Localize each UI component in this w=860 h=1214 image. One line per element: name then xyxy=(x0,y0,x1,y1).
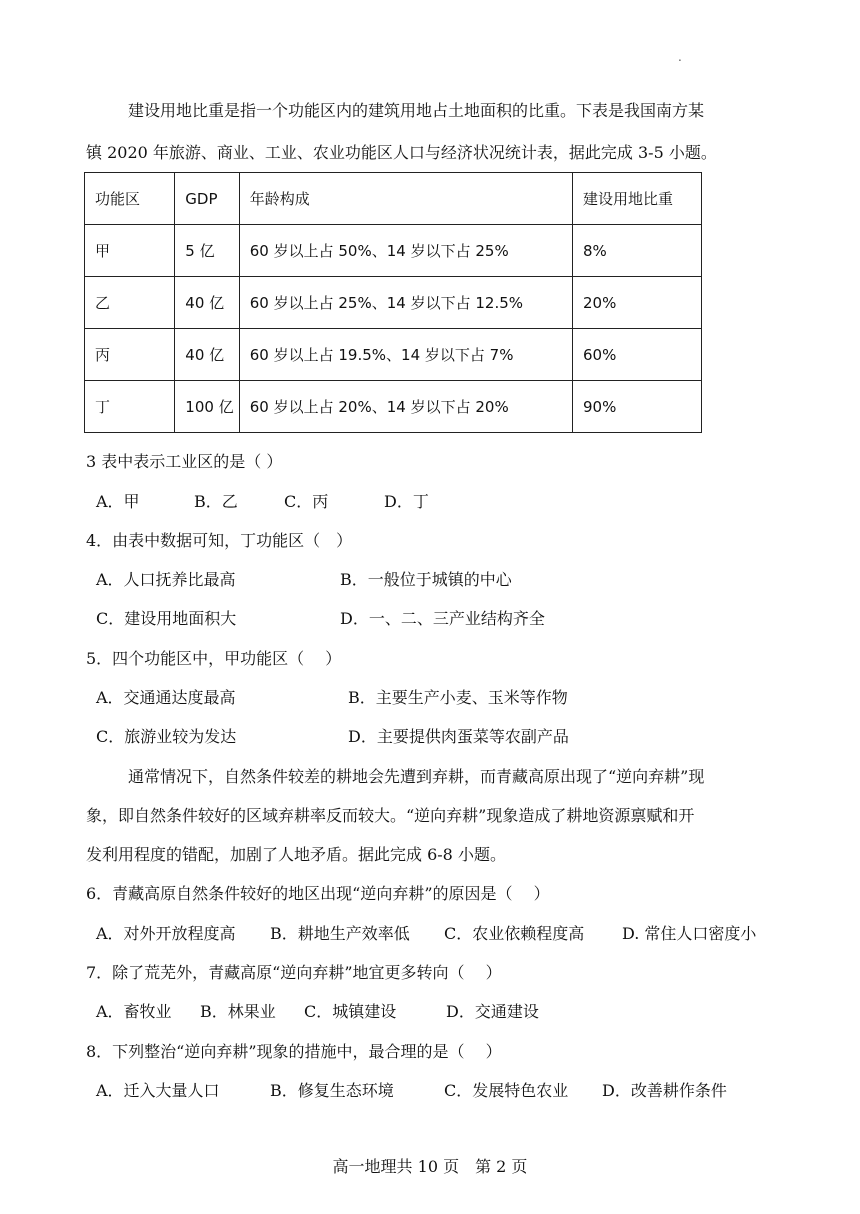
intro-line-1: 建设用地比重是指一个功能区内的建筑用地占土地面积的比重。下表是我国南方某 xyxy=(128,101,705,120)
header-cell: 功能区 xyxy=(85,173,175,225)
question-8-option-a: A．迁入大量人口 xyxy=(96,1081,220,1100)
table-cell: 丙 xyxy=(85,329,175,381)
intro-line-2: 镇 2020 年旅游、商业、工业、农业功能区人口与经济状况统计表，据此完成 3-5 小题。 xyxy=(86,143,717,162)
table-row xyxy=(85,277,702,329)
question-4-option-a: A．人口抚养比最高 xyxy=(96,570,236,589)
header-cell: GDP xyxy=(175,173,239,225)
question-7-option-b: B．林果业 xyxy=(200,1002,276,1021)
table-cell: 5 亿 xyxy=(175,225,239,277)
question-4-stem: 4．由表中数据可知，丁功能区（ ） xyxy=(86,531,353,550)
question-5-stem: 5．四个功能区中，甲功能区（ ） xyxy=(86,649,342,668)
table-cell: 60 岁以上占 20%、14 岁以下占 20% xyxy=(239,381,572,433)
question-7-option-c: C．城镇建设 xyxy=(304,1002,397,1021)
table-cell: 100 亿 xyxy=(175,381,239,433)
table-cell: 60 岁以上占 50%、14 岁以下占 25% xyxy=(239,225,572,277)
question-6-option-c: C．农业依赖程度高 xyxy=(444,924,585,943)
table-row xyxy=(85,225,702,277)
header-cell: 年龄构成 xyxy=(239,173,572,225)
question-3-option-b: B．乙 xyxy=(194,492,238,511)
table-cell: 20% xyxy=(572,277,701,329)
corner-mark: . xyxy=(678,50,682,64)
question-4-option-c: C．建设用地面积大 xyxy=(96,609,237,628)
material-2-line-3: 发利用程度的错配，加剧了人地矛盾。据此完成 6-8 小题。 xyxy=(86,845,506,864)
question-6-stem: 6．青藏高原自然条件较好的地区出现“逆向弃耕”的原因是（ ） xyxy=(86,884,550,903)
question-7-option-d: D．交通建设 xyxy=(446,1002,539,1021)
table-cell: 40 亿 xyxy=(175,329,239,381)
data-table xyxy=(84,172,702,433)
table-cell: 90% xyxy=(572,381,701,433)
question-5-option-c: C．旅游业较为发达 xyxy=(96,727,237,746)
question-8-stem: 8．下列整治“逆向弃耕”现象的措施中，最合理的是（ ） xyxy=(86,1042,502,1061)
material-2-line-1: 通常情况下，自然条件较差的耕地会先遭到弃耕，而青藏高原出现了“逆向弃耕”现 xyxy=(128,767,705,786)
table-cell: 甲 xyxy=(85,225,175,277)
header-cell: 建设用地比重 xyxy=(572,173,701,225)
question-5-option-a: A．交通通达度最高 xyxy=(96,688,236,707)
question-3-option-d: D．丁 xyxy=(384,492,429,511)
question-4-option-b: B．一般位于城镇的中心 xyxy=(340,570,512,589)
question-5-option-d: D．主要提供肉蛋菜等农副产品 xyxy=(348,727,569,746)
table-cell: 8% xyxy=(572,225,701,277)
question-7-stem: 7．除了荒芜外，青藏高原“逆向弃耕”地宜更多转向（ ） xyxy=(86,963,502,982)
table-header-row xyxy=(85,173,702,225)
table-cell: 丁 xyxy=(85,381,175,433)
table-cell: 60 岁以上占 19.5%、14 岁以下占 7% xyxy=(239,329,572,381)
table-cell: 60% xyxy=(572,329,701,381)
table-cell: 乙 xyxy=(85,277,175,329)
page-footer: 高一地理共 10 页 第 2 页 xyxy=(332,1157,528,1176)
question-3-option-a: A．甲 xyxy=(96,492,140,511)
question-8-option-c: C．发展特色农业 xyxy=(444,1081,569,1100)
table-cell: 40 亿 xyxy=(175,277,239,329)
question-8-option-d: D．改善耕作条件 xyxy=(602,1081,727,1100)
material-2-line-2: 象，即自然条件较好的区域弃耕率反而较大。“逆向弃耕”现象造成了耕地资源禀赋和开 xyxy=(86,806,695,825)
question-5-option-b: B．主要生产小麦、玉米等作物 xyxy=(348,688,568,707)
table-cell: 60 岁以上占 25%、14 岁以下占 12.5% xyxy=(239,277,572,329)
question-6-option-b: B．耕地生产效率低 xyxy=(270,924,410,943)
question-3-stem: 3 表中表示工业区的是（ ） xyxy=(86,452,283,471)
question-4-option-d: D．一、二、三产业结构齐全 xyxy=(340,609,545,628)
table-row xyxy=(85,381,702,433)
table-row xyxy=(85,329,702,381)
question-7-option-a: A．畜牧业 xyxy=(96,1002,172,1021)
question-8-option-b: B．修复生态环境 xyxy=(270,1081,394,1100)
question-6-option-a: A．对外开放程度高 xyxy=(96,924,236,943)
question-6-option-d: D. 常住人口密度小 xyxy=(622,924,757,943)
question-3-option-c: C．丙 xyxy=(284,492,329,511)
